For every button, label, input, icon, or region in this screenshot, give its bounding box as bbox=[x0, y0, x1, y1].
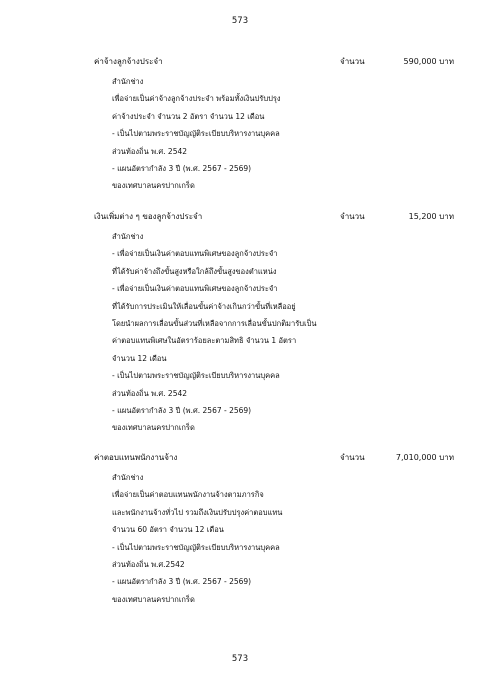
item-line: ส่วนท้องถิ่น พ.ศ.2542 bbox=[112, 559, 185, 569]
item-line: สำนักช่าง bbox=[112, 473, 144, 482]
quantity-label: จำนวน bbox=[340, 57, 365, 66]
item-line: เพื่อจ่ายเป็นค่าตอบแทนพนักงานจ้างตามภารกิจ bbox=[112, 490, 264, 500]
item-line: - เป็นไปตามพระราชบัญญัติระเบียบบริหารงานบุคคล bbox=[112, 129, 280, 139]
quantity-label: จำนวน bbox=[340, 212, 365, 221]
page-number-bottom: 573 bbox=[231, 654, 249, 664]
item-line: ส่วนท้องถิ่น พ.ศ. 2542 bbox=[112, 388, 188, 398]
item-line: - แผนอัตรากำลัง 3 ปี (พ.ศ. 2567 - 2569) bbox=[112, 577, 252, 587]
page-number-top: 573 bbox=[231, 16, 249, 26]
item-amount: 7,010,000 บาท bbox=[395, 453, 454, 462]
item-amount: 590,000 บาท bbox=[403, 57, 454, 66]
item-line: ค่าจ้างประจำ จำนวน 2 อัตรา จำนวน 12 เดือน bbox=[112, 111, 265, 121]
item-line: จำนวน 60 อัตรา จำนวน 12 เดือน bbox=[112, 525, 224, 535]
item-line: และพนักงานจ้างทั่วไป รวมถึงเงินปรับปรุงค่าตอบแทน bbox=[112, 507, 283, 517]
item-line: สำนักช่าง bbox=[112, 77, 144, 86]
item-line: โดยนำผลการเลื่อนขั้นส่วนที่เหลือจากการเลื่อนขั้นปกติมารับเป็น bbox=[112, 318, 317, 328]
item-title: ค่าตอบแทนพนักงานจ้าง bbox=[94, 453, 178, 462]
item-line: ที่ได้รับค่าจ้างถึงขั้นสูงหรือใกล้ถึงขั้นสูงของตำแหน่ง bbox=[112, 266, 277, 276]
item-line: จำนวน 12 เดือน bbox=[112, 353, 167, 363]
item-line: ส่วนท้องถิ่น พ.ศ. 2542 bbox=[112, 146, 188, 156]
item-title: เงินเพิ่มต่าง ๆ ของลูกจ้างประจำ bbox=[94, 212, 203, 221]
item-line: - แผนอัตรากำลัง 3 ปี (พ.ศ. 2567 - 2569) bbox=[112, 405, 252, 415]
item-line: ค่าตอบแทนพิเศษในอัตราร้อยละตามสิทธิ จำนวน 1 อัตรา bbox=[112, 336, 297, 346]
item-line: เพื่อจ่ายเป็นค่าจ้างลูกจ้างประจำ พร้อมทั้งเงินปรับปรุง bbox=[112, 94, 281, 104]
item-line: ที่ได้รับการประเมินให้เลื่อนขั้นค่าจ้างเกินกว่าขั้นที่เหลืออยู่ bbox=[112, 301, 296, 311]
item-amount: 15,200 บาท bbox=[408, 212, 454, 221]
item-line: ของเทศบาลนครปากเกร็ด bbox=[112, 594, 195, 604]
item-line: - เป็นไปตามพระราชบัญญัติระเบียบบริหารงานบุคคล bbox=[112, 542, 280, 552]
item-line: ของเทศบาลนครปากเกร็ด bbox=[112, 423, 195, 433]
quantity-label: จำนวน bbox=[340, 453, 365, 462]
item-line: - แผนอัตรากำลัง 3 ปี (พ.ศ. 2567 - 2569) bbox=[112, 163, 252, 173]
item-line: - เป็นไปตามพระราชบัญญัติระเบียบบริหารงานบุคคล bbox=[112, 371, 280, 381]
item-line: - เพื่อจ่ายเป็นเงินค่าตอบแทนพิเศษของลูกจ้างประจำ bbox=[112, 284, 278, 294]
item-title: ค่าจ้างลูกจ้างประจำ bbox=[94, 57, 163, 66]
item-line: สำนักช่าง bbox=[112, 232, 144, 241]
item-line: - เพื่อจ่ายเป็นเงินค่าตอบแทนพิเศษของลูกจ้างประจำ bbox=[112, 249, 278, 259]
item-line: ของเทศบาลนครปากเกร็ด bbox=[112, 181, 195, 191]
